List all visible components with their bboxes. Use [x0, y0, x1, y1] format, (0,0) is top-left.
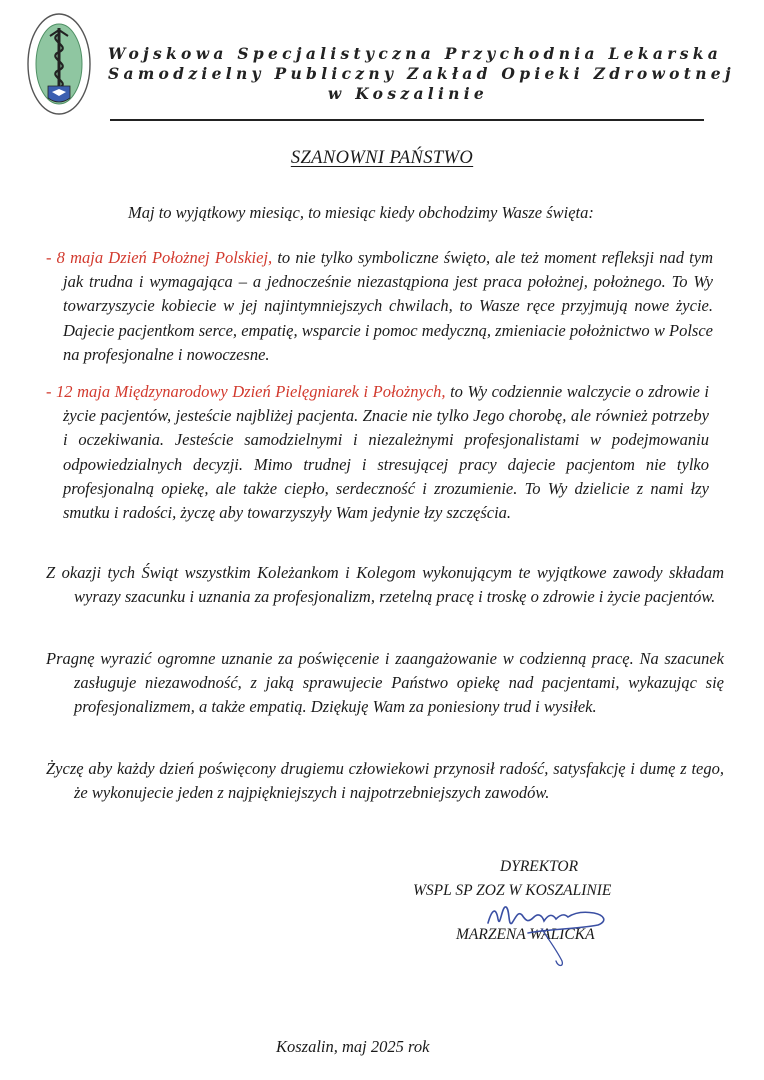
clinic-logo: [26, 12, 92, 116]
wishes-paragraph: Życzę aby każdy dzień poświęcony drugiemu człowiekowi przynosił radość, satysfakcję i dumę z tego, że wykonujecie jeden z najpiękniejszych i najpotrzebniejszych zawodów.: [46, 759, 724, 803]
letter-title: SZANOWNI PAŃSTWO: [290, 148, 474, 168]
header-line-1: Wojskowa Specjalistyczna Przychodnia Lekarska: [108, 44, 723, 63]
place-and-date: Koszalin, maj 2025 rok: [276, 1037, 430, 1056]
midwife-day-highlight: - 8 maja Dzień Położnej Polskiej,: [46, 248, 273, 267]
letter-intro: Maj to wyjątkowy miesiąc, to miesiąc kiedy obchodzimy Wasze święta:: [128, 203, 594, 222]
header-line-2: Samodzielny Publiczny Zakład Opieki Zdrowotnej: [108, 64, 735, 83]
header-line-3: w Koszalinie: [327, 84, 489, 103]
institution-header: [108, 44, 735, 104]
nurses-day-highlight: - 12 maja Międzynarodowy Dzień Pielęgniarek i Położnych,: [46, 382, 446, 401]
header-divider: [110, 119, 704, 121]
midwife-day-paragraph: [46, 246, 713, 367]
midwife-day-text: to nie tylko symboliczne święto, ale też moment refleksji nad tym jak trudna i wymagająca – a jednocześnie niezastąpiona jest praca położnej, położnego. To Wy towarzyszycie kobiecie w jej najintymniejszych chwilach, to Wasze ręce przyjmują nowe życie. Dajecie pacjentkom serce, empatię, wsparcie i pomoc medyczną, zmieniacie położnictwo w Polsce na profesjonalne i nowoczesne.: [63, 248, 713, 364]
nurses-day-paragraph: [46, 380, 709, 525]
signature-name: MARZENA WALICKA: [456, 926, 595, 943]
handwritten-signature: [478, 893, 618, 973]
congratulations-paragraph: Z okazji tych Świąt wszystkim Koleżankom i Kolegom wykonującym te wyjątkowe zawody składam wyrazy szacunku i uznania za profesjonalizm, rzetelną pracę i troskę o zdrowie i życie pacjentów.: [46, 563, 724, 607]
nurses-day-text: to Wy codziennie walczycie o zdrowie i życie pacjentów, jesteście najbliżej pacjenta. Znacie nie tylko Jego chorobę, ale również potrzeby i oczekiwania. Jesteście samodzielnymi i niezależnymi profesjonalistami w podejmowaniu odpowiedzialnych decyzji. Mimo trudnej i stresującej pracy dajecie pacjentom nie tylko profesjonalną opiekę, ale także ciepło, serdeczność i zrozumienie. To Wy dzielicie z nami łzy smutku i radości, życzę aby towarzyszyły Wam jedynie łzy szczęścia.: [63, 382, 709, 523]
appreciation-paragraph: Pragnę wyrazić ogromne uznanie za poświęcenie i zaangażowanie w codzienną pracę. Na szacunek zasługuje niezawodność, z jaką sprawujecie Państwo opiekę nad pacjentami, wykazując się profesjonalizmem, a także empatią. Dziękuję Wam za poniesiony trud i wysiłek.: [46, 649, 724, 717]
signature-organization: WSPL SP ZOZ W KOSZALINIE: [413, 882, 612, 899]
signature-title: DYREKTOR: [500, 858, 579, 875]
